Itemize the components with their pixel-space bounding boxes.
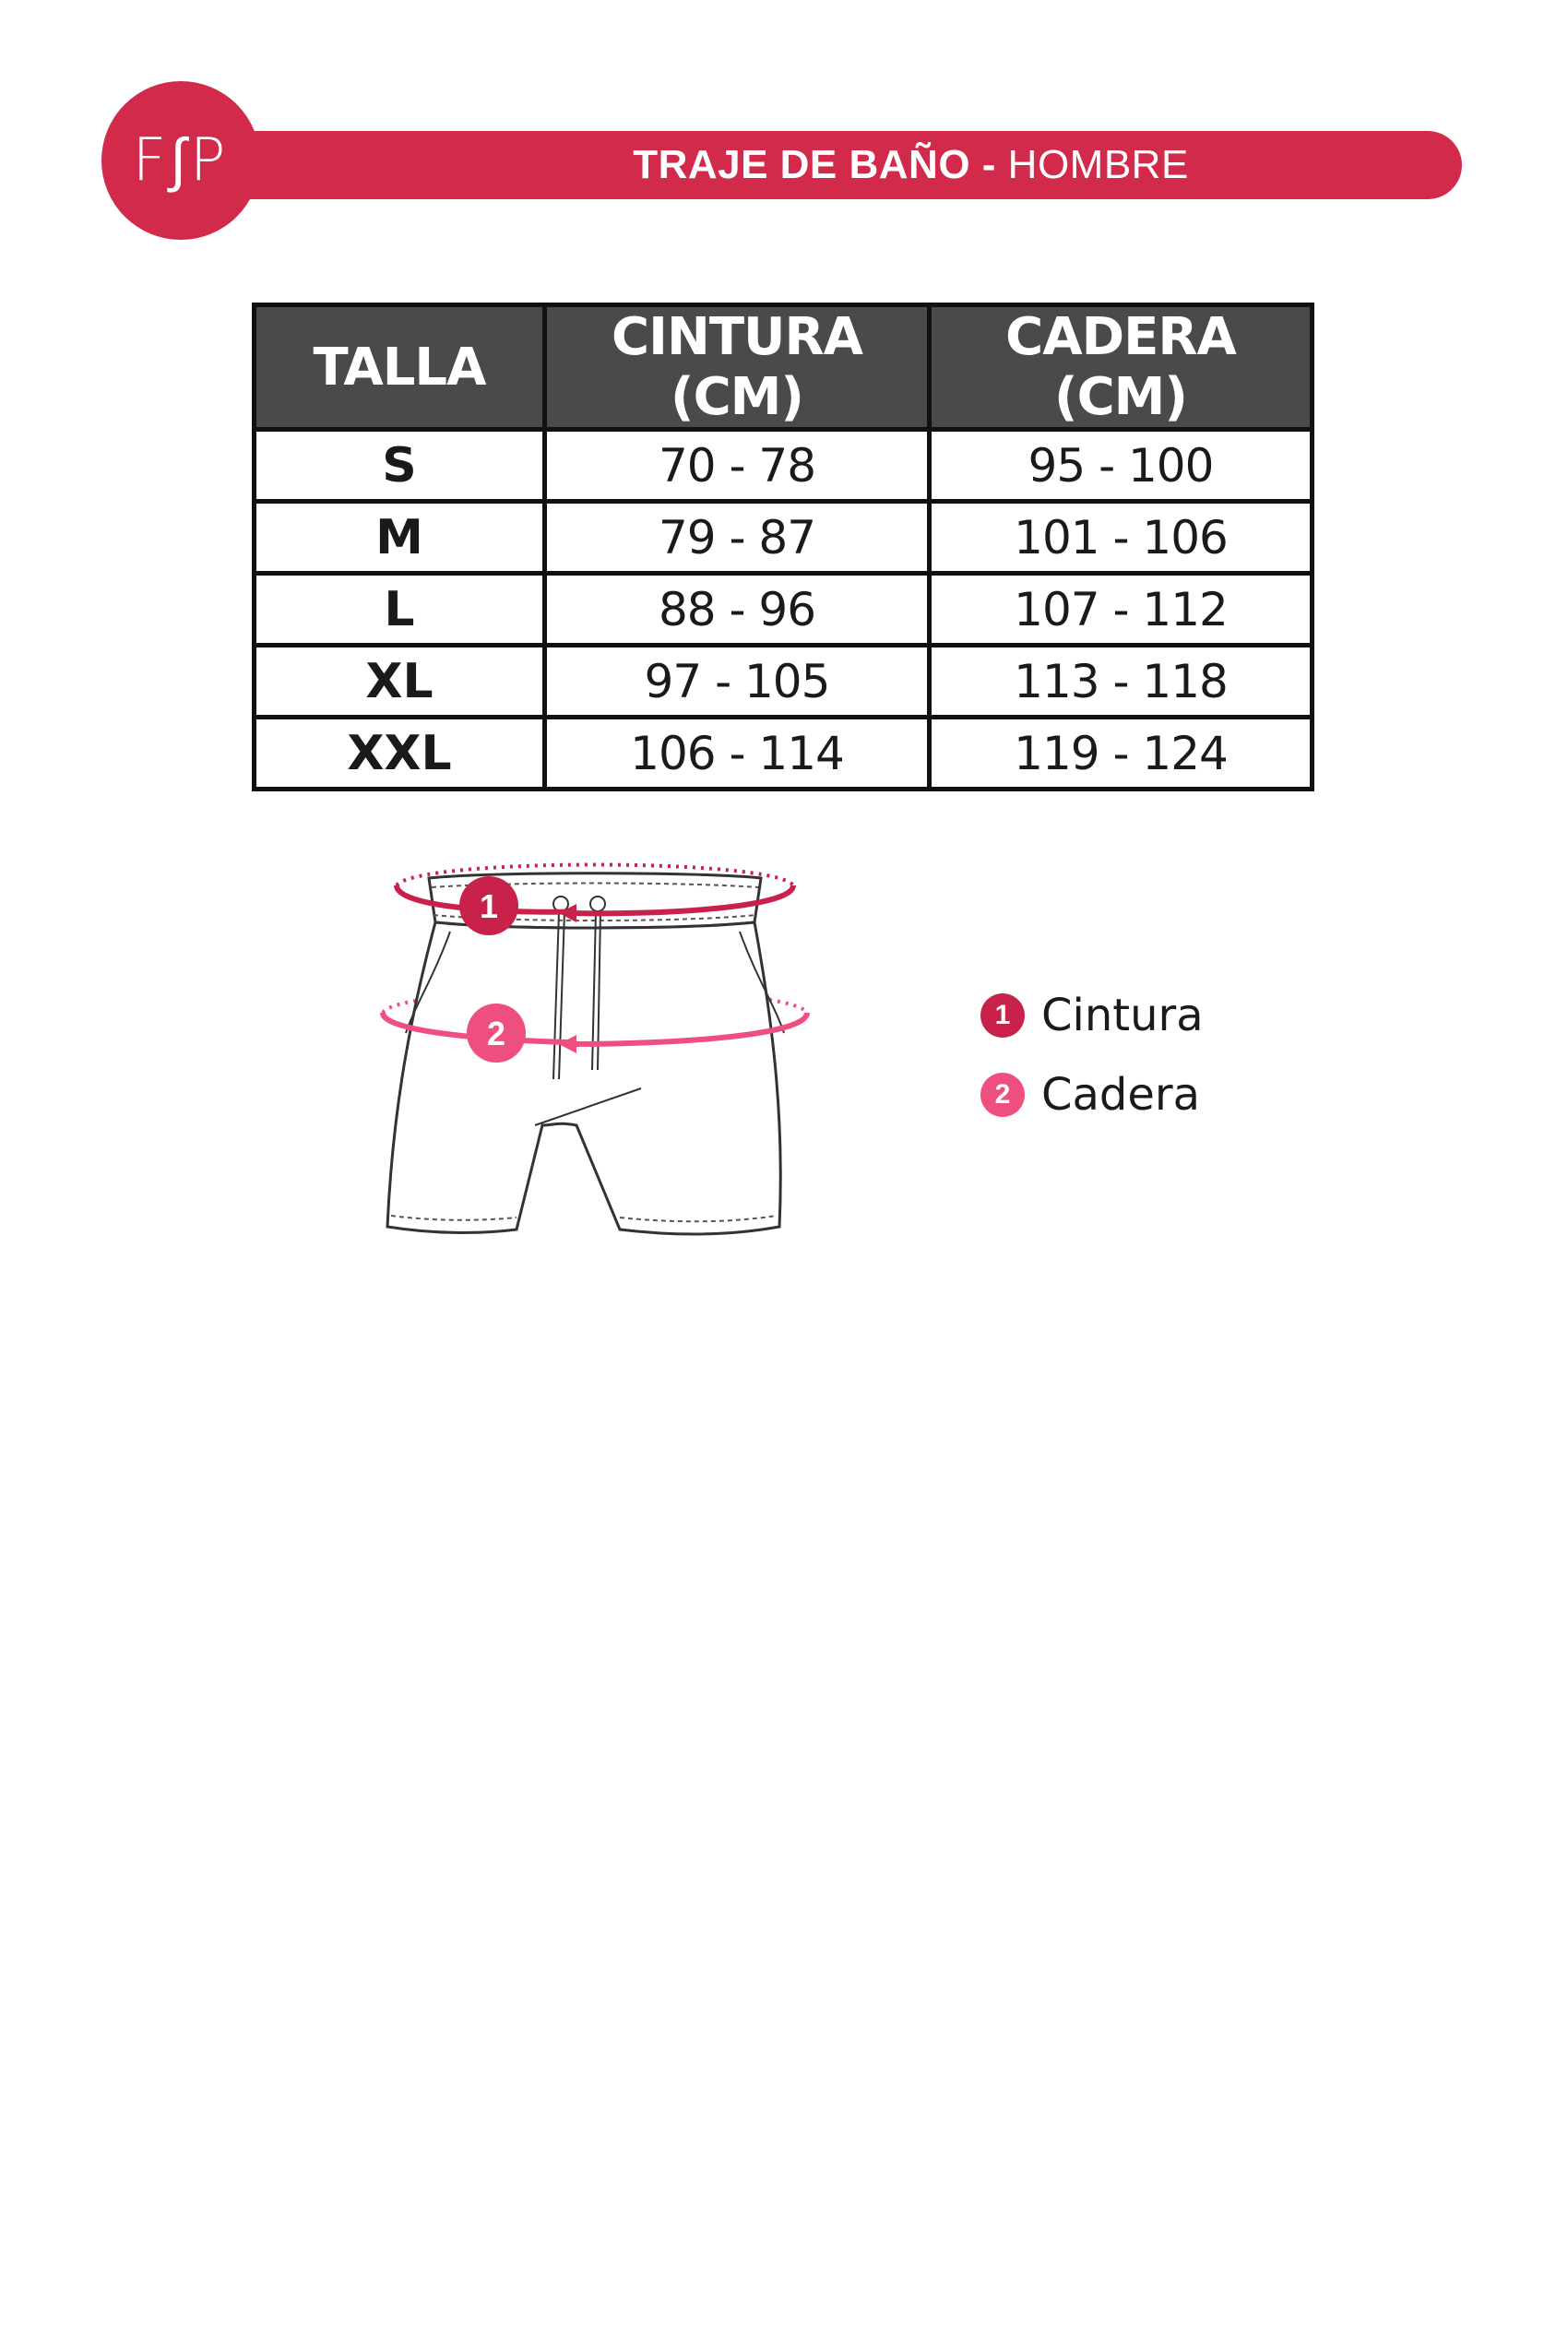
hip-cell: 101 - 106	[930, 502, 1313, 574]
waist-cell: 79 - 87	[545, 502, 930, 574]
header-cintura: CINTURA (CM)	[545, 305, 930, 430]
hip-cell: 119 - 124	[930, 718, 1313, 790]
title-banner	[175, 131, 1462, 199]
waist-cell: 97 - 105	[545, 646, 930, 718]
page-title	[175, 131, 1462, 199]
header-cadera: CADERA (CM)	[930, 305, 1313, 430]
hip-cell: 95 - 100	[930, 430, 1313, 502]
size-chart-table	[252, 303, 1314, 791]
hip-cell: 113 - 118	[930, 646, 1313, 718]
shorts-outline	[387, 873, 780, 1234]
legend-label: Cadera	[1041, 1069, 1201, 1121]
table-row	[255, 646, 1313, 718]
size-cell: S	[255, 430, 545, 502]
hip-cell: 107 - 112	[930, 574, 1313, 646]
header-talla: TALLA	[255, 305, 545, 430]
size-cell: XXL	[255, 718, 545, 790]
svg-text:1: 1	[479, 887, 499, 925]
legend-item-cadera	[980, 1055, 1204, 1134]
legend-number: 2	[980, 1073, 1025, 1117]
title-gender: HOMBRE	[1007, 142, 1189, 187]
table-row	[255, 502, 1313, 574]
title-category: TRAJE DE BAÑO -	[633, 142, 1008, 187]
table-row	[255, 574, 1313, 646]
legend-label: Cintura	[1041, 990, 1204, 1041]
table-row	[255, 718, 1313, 790]
size-cell: XL	[255, 646, 545, 718]
table-header-row	[255, 305, 1313, 430]
size-cell: L	[255, 574, 545, 646]
swim-shorts-diagram	[378, 849, 812, 1254]
measurement-legend	[980, 976, 1204, 1134]
table-row	[255, 430, 1313, 502]
size-cell: M	[255, 502, 545, 574]
legend-number: 1	[980, 993, 1025, 1038]
waist-cell: 88 - 96	[545, 574, 930, 646]
waist-cell: 70 - 78	[545, 430, 930, 502]
brand-logo: F∫P	[101, 81, 260, 240]
svg-text:2: 2	[486, 1015, 506, 1052]
waist-cell: 106 - 114	[545, 718, 930, 790]
legend-item-cintura	[980, 976, 1204, 1055]
